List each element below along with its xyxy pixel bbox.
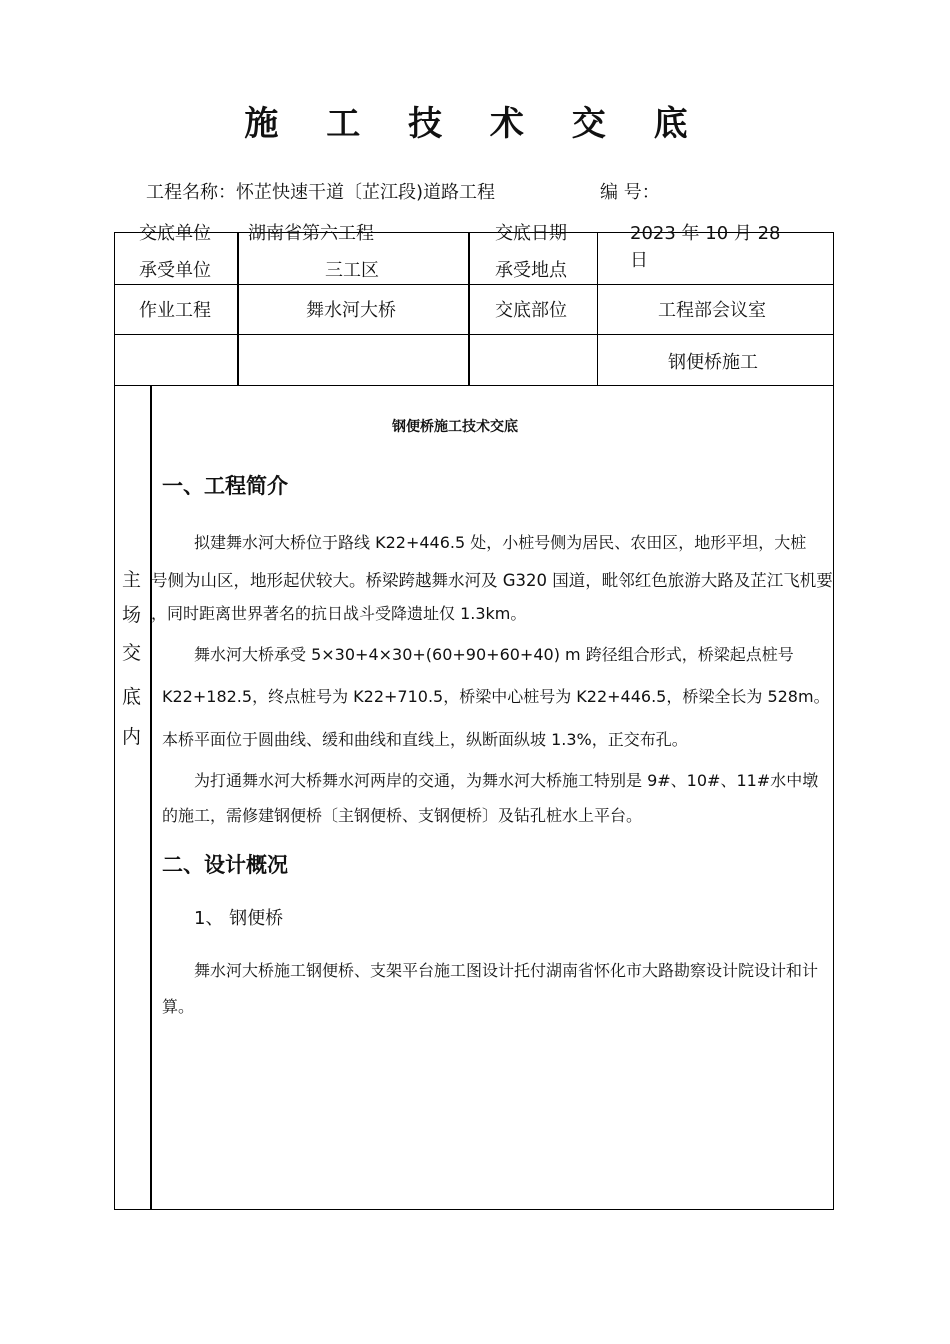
p1-line2: 号侧为山区，地形起伏较大。桥梁跨越舞水河及 G320 国道，毗邻红色旅游大路及芷江飞机要 — [151, 571, 833, 590]
p3-line2: 的施工，需修建钢便桥〔主钢便桥、支钢便桥〕及钻孔桩水上平台。 — [162, 806, 643, 825]
side-char-1: 主 — [122, 569, 142, 591]
p2-line2: K22+182.5，终点桩号为 K22+710.5，桥梁中心桩号为 K22+446.5，桥梁全长为 528m。 — [162, 687, 830, 706]
recv-value: 三工区 — [325, 260, 379, 281]
table-divider-row3 — [114, 334, 834, 335]
place-label: 承受地点 — [495, 260, 567, 281]
p4-line2: 算。 — [162, 997, 195, 1016]
p2-line1: 舞水河大桥承受 5×30+4×30+(60+90+60+40) m 跨径组合形式，桥梁起点桩号 — [194, 645, 794, 664]
table-divider-col2 — [468, 232, 470, 385]
side-char-4: 底 — [122, 686, 142, 708]
content-subtitle: 钢便桥施工技术交底 — [392, 419, 518, 435]
p4-line1: 舞水河大桥施工钢便桥、支架平台施工图设计托付湖南省怀化市大路勘察设计院设计和计 — [194, 961, 819, 980]
table-divider-row2 — [114, 284, 834, 285]
section1-title: 一、工程简介 — [162, 474, 288, 498]
work-value: 舞水河大桥 — [306, 300, 396, 321]
unit-value: 湖南省第六工程 — [248, 223, 374, 244]
table-divider-col1 — [237, 232, 239, 385]
work-label: 作业工程 — [139, 300, 211, 321]
table-divider-side — [150, 385, 152, 1210]
date-value-line1: 2023 年 10 月 28 — [630, 223, 781, 244]
table-border-bottom — [114, 1209, 834, 1210]
table-border-right — [833, 232, 834, 1210]
table-border-left — [114, 232, 115, 1210]
recv-label: 承受单位 — [139, 260, 211, 281]
project-name: 工程名称：怀芷快速干道〔芷江段)道路工程 — [146, 182, 496, 203]
subsection-1: 1、 钢便桥 — [194, 908, 284, 929]
p3-line1: 为打通舞水河大桥舞水河两岸的交通，为舞水河大桥施工特别是 9#、10#、11#水中墩 — [194, 771, 819, 790]
side-char-3: 交 — [122, 642, 142, 664]
part-value: 工程部会议室 — [658, 300, 766, 321]
p1-line1: 拟建舞水河大桥位于路线 K22+446.5 处，小桩号侧为居民、农田区，地形平坦，大桩 — [194, 533, 807, 552]
table-divider-row4 — [114, 385, 834, 386]
p2-line3: 本桥平面位于圆曲线、缓和曲线和直线上，纵断面纵坡 1.3%，正交布孔。 — [162, 730, 688, 749]
p1-line3: ，同时距离世界著名的抗日战斗受降遗址仅 1.3km。 — [151, 604, 527, 623]
part-value-2: 钢便桥施工 — [668, 352, 758, 373]
date-label: 交底日期 — [495, 223, 567, 244]
number-label: 编 号： — [600, 182, 660, 203]
side-char-2: 场 — [122, 604, 142, 626]
side-char-5: 内 — [122, 726, 142, 748]
section2-title: 二、设计概况 — [162, 853, 288, 877]
part-label: 交底部位 — [495, 300, 567, 321]
unit-label: 交底单位 — [139, 223, 211, 244]
document-title: 施 工 技 术 交 底 — [244, 104, 706, 144]
date-value-line2: 日 — [630, 250, 648, 271]
table-divider-col3 — [597, 232, 598, 385]
